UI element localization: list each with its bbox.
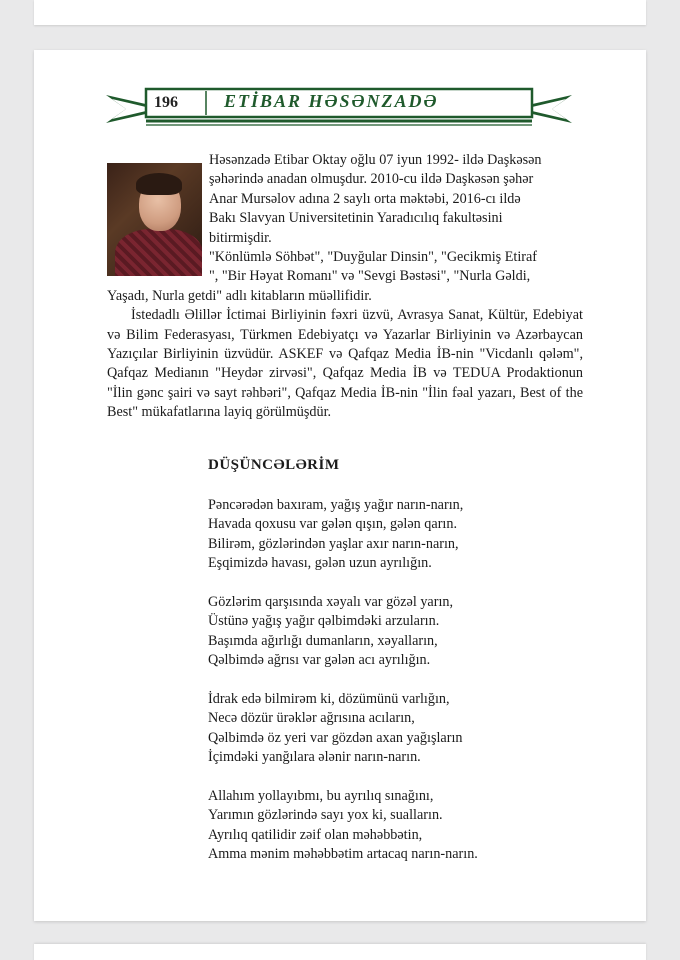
poem-stanza [208,496,478,574]
poem-stanza [208,787,478,865]
bio-line: "Könlümlə Söhbət", "Duyğular Dinsin", "Gecikmiş Etiraf [209,249,538,266]
poem-line: İdrak edə bilmirəm ki, dözümünü varlığın, [208,691,450,708]
poem-line: Allahım yollayıbmı, bu ayrılıq sınağını, [208,788,434,805]
poem-line: Qəlbimdə ağrısı var gələn acı ayrılığın. [208,652,431,669]
book-page [34,50,646,921]
poem-line: Ayrılıq qatilidir zəif olan məhəbbətin, [208,826,423,843]
poem-line: Başımda ağırlığı dumanların, xəyalların, [208,632,438,649]
poem-line: Yarımın gözlərində sayı yox ki, sualların. [208,807,443,824]
bio-line: Yaşadı, Nurla getdi" adlı kitabların müəllifidir. [107,287,372,304]
poem-line: Gözlərim qarşısında xəyalı var gözəl yarın, [208,594,454,611]
page-header-banner [106,87,572,131]
bio-paragraph: İstedadlı Əlillər İctimai Birliyinin fəxri üzvü, Avrasya Sanat, Kültür, Edebiyat və Bilim Federasyası, Türkmen Edebiyatçı və Yazarlar Birliyinin və Azərbaycan Yazıçılar Birliyinin üzvüdür. ASKEF və Qafqaz Media İB-nin "Vicdanlı qələm", Qafqaz Medianın "Heydər zirvəsi", Qafqaz Media İB və TEDUA Prodaktionun "İlin gənc şairi və sayt rəhbəri", Qafqaz Media İB-nin "İlin fəal yazarı, Best of the Best" mükafatlarına layiq görülmüşdür. [107,307,583,421]
poem-line: Havada qoxusu var gələn qışın, gələn qarın. [208,516,457,533]
next-page [34,944,646,960]
poem-stanza [208,690,478,768]
poem-line: Bilirəm, gözlərindən yaşlar axır narın-narın, [208,535,459,552]
bio-line: şəhərində anadan olmuşdur. 2010-cu ildə Daşkəsən şəhər [209,171,534,188]
poem-line: Amma mənim məhəbbətim artacaq narın-narın. [208,846,478,863]
bio-line: ", "Bir Həyat Romanı" və "Sevgi Bəstəsi", "Nurla Gəldi, [209,268,531,285]
author-header-title: ETİBAR HƏSƏNZADƏ [224,91,439,111]
poem-line: Qəlbimdə öz yeri var gözdən axan yağışların [208,729,463,746]
previous-page [34,0,646,25]
bio-line: Bakı Slavyan Universitetinin Yaradıcılıq fakultəsini [209,210,503,227]
poem-stanza [208,593,478,671]
poem-line: Necə dözür ürəklər ağrısına acıların, [208,710,415,727]
bio-line: Anar Mursəlov adına 2 saylı orta məktəbi, 2016-cı ildə [209,190,521,207]
poem-line: Pəncərədən baxıram, yağış yağır narın-narın, [208,497,464,513]
poem-line: Eşqimizdə havası, gələn uzun ayrılığın. [208,555,432,572]
page-number: 196 [154,94,178,111]
poem-line: Üstünə yağış yağır qəlbimdəki arzuların. [208,613,440,630]
author-biography [107,151,583,423]
poem-title: DÜŞÜNCƏLƏRİM [208,457,340,473]
bio-line: Həsənzadə Etibar Oktay oğlu 07 iyun 1992- ildə Daşkəsən [209,152,542,168]
poem-body [208,496,478,884]
bio-line: bitirmişdir. [209,229,272,246]
poem-line: İçimdəki yanğılara ələnir narın-narın. [208,749,421,766]
